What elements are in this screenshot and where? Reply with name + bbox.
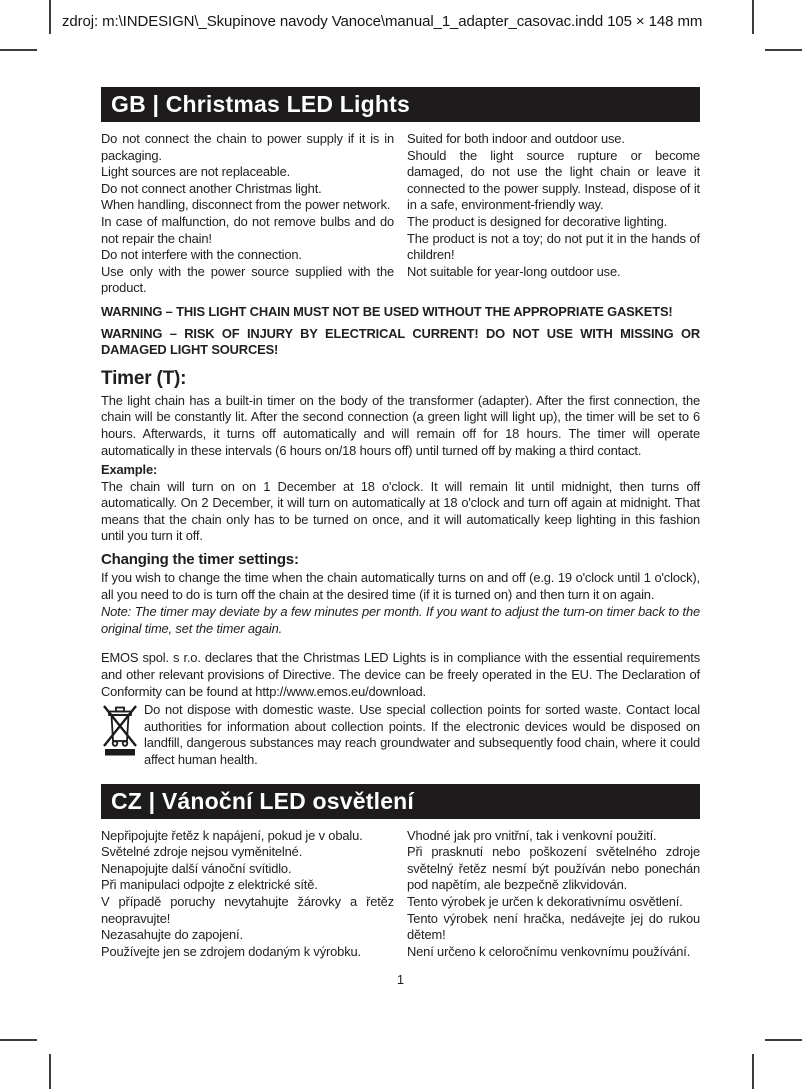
cz-safety-right-column	[407, 828, 700, 961]
cz-safety-paragraph: Nepřipojujte řetěz k napájení, pokud je v obalu.	[101, 827, 363, 843]
declaration-of-conformity: EMOS spol. s r.o. declares that the Christmas LED Lights is in compliance with the essential requirements and other relevant provisions of Directive. The device can be freely operated in the EU. The Declaration of Conformity can be found at http://www.emos.eu/download.	[101, 650, 700, 699]
crop-mark-bottom-right-horizontal	[765, 1039, 802, 1041]
gb-safety-paragraph: In case of malfunction, do not remove bulbs and do not repair the chain!	[101, 213, 394, 246]
timer-body: The light chain has a built-in timer on the body of the transformer (adapter). After the first connection, the chain will be constantly lit. After the second connection (a green light will light up), the timer will be set to 6 hours. Afterwards, it turns off automatically and will remain off for 18 hours. The timer will operate automatically in these intervals (6 hours on/18 hours off) until turned off by making a third contact.	[101, 392, 700, 458]
cz-safety-paragraph: Nenapojujte další vánoční svítidlo.	[101, 860, 292, 876]
gb-safety-paragraph: The product is not a toy; do not put it in the hands of children!	[407, 230, 700, 263]
cz-safety-paragraph: Nezasahujte do zapojení.	[101, 927, 243, 943]
crop-mark-bottom-right-vertical	[752, 1054, 754, 1089]
cz-safety-paragraph: Světelné zdroje nejsou vyměnitelné.	[101, 844, 303, 860]
crop-mark-top-right-vertical	[752, 0, 754, 34]
warning-electrical-current: WARNING – RISK OF INJURY BY ELECTRICAL CURRENT! DO NOT USE WITH MISSING OR DAMAGED LIGHT SOURCES!	[101, 325, 700, 358]
section-header-cz: CZ | Vánoční LED osvětlení	[101, 784, 700, 819]
weee-disposal-block	[101, 702, 700, 768]
crop-mark-bottom-left-vertical	[49, 1054, 51, 1089]
warning-gaskets: WARNING – THIS LIGHT CHAIN MUST NOT BE USED WITHOUT THE APPROPRIATE GASKETS!	[101, 303, 673, 319]
gb-safety-paragraph: Light sources are not replaceable.	[101, 164, 291, 180]
cz-safety-paragraph: Při manipulaci odpojte z elektrické sítě.	[101, 877, 318, 893]
weee-crossed-out-bin-icon	[103, 705, 137, 757]
cz-safety-paragraph: Tento výrobek není hračka, nedávejte jej do rukou dětem!	[407, 910, 700, 943]
cz-safety-columns	[101, 828, 700, 961]
cz-safety-paragraph: Používejte jen se zdrojem dodaným k výrobku.	[101, 943, 361, 959]
gb-safety-paragraph: Suited for both indoor and outdoor use.	[407, 131, 625, 146]
gb-safety-left-column	[101, 131, 394, 297]
page-number: 1	[396, 972, 405, 988]
cz-safety-paragraph: Tento výrobek je určen k dekorativnímu osvětlení.	[407, 893, 683, 909]
example-body: The chain will turn on on 1 December at 18 o'clock. It will remain lit until midnight, then turns off automatically. On 2 December, it will turn on automatically at 18 o'clock and turn off again at midnight. That means that the chain only has to be turned on once, and it will automatically keep lighting in this fashion until you turn it off.	[101, 478, 700, 544]
gb-safety-paragraph: Do not interfere with the connection.	[101, 247, 302, 263]
cz-safety-paragraph: Není určeno k celoročnímu venkovnímu používání.	[407, 943, 691, 959]
gb-safety-paragraph: Not suitable for year-long outdoor use.	[407, 263, 621, 279]
gb-safety-paragraph: Do not connect the chain to power supply if it is in packaging.	[101, 131, 394, 163]
changing-timer-body: If you wish to change the time when the chain automatically turns on and off (e.g. 19 o'clock until 1 o'clock), all you need to do is turn off the chain at the desired time (if it is turned on) and then turn it on again.	[101, 570, 700, 602]
cz-safety-left-column	[101, 828, 394, 961]
crop-mark-top-left-horizontal	[0, 49, 37, 51]
crop-mark-top-right-horizontal	[765, 49, 802, 51]
cz-safety-paragraph: Vhodné jak pro vnitřní, tak i venkovní použití.	[407, 827, 657, 843]
gb-safety-right-column	[407, 131, 700, 297]
example-label: Example:	[101, 462, 158, 478]
timer-heading: Timer (T):	[101, 367, 187, 389]
source-annotation: zdroj: m:\INDESIGN\_Skupinove navody Vanoce\manual_1_adapter_casovac.indd 105 × 148 mm	[62, 13, 703, 30]
weee-disposal-text: Do not dispose with domestic waste. Use special collection points for sorted waste. Contact local authorities for information about collection points. If the electronic devices would be disposed on landfill, dangerous substances may reach groundwater and subsequently food chain, where it could affect human health.	[144, 702, 700, 767]
crop-mark-top-left-vertical	[49, 0, 51, 34]
cz-safety-paragraph: Při prasknutí nebo poškození světelného zdroje světelný řetěz nesmí být používán nebo ponechán pod napětím, ale bezpečně zlikvidován.	[407, 844, 700, 893]
gb-safety-paragraph: When handling, disconnect from the power network.	[101, 197, 391, 213]
cz-safety-paragraph: V případě poruchy nevytahujte žárovky a řetěz neopravujte!	[101, 893, 394, 926]
crop-mark-bottom-left-horizontal	[0, 1039, 37, 1041]
section-header-gb: GB | Christmas LED Lights	[101, 87, 700, 122]
manual-page	[101, 87, 700, 987]
gb-safety-paragraph: Use only with the power source supplied with the product.	[101, 263, 394, 296]
gb-safety-paragraph: Do not connect another Christmas light.	[101, 180, 322, 196]
gb-safety-paragraph: Should the light source rupture or become damaged, do not use the light chain or leave it connected to the power supply. Instead, dispose of it in a safe, environment-friendly way.	[407, 147, 700, 213]
timer-note: Note: The timer may deviate by a few minutes per month. If you want to adjust the turn-on timer back to the original time, set the timer again.	[101, 604, 700, 636]
gb-safety-columns	[101, 131, 700, 297]
gb-safety-paragraph: The product is designed for decorative lighting.	[407, 213, 668, 229]
changing-timer-heading: Changing the timer settings:	[101, 551, 299, 569]
